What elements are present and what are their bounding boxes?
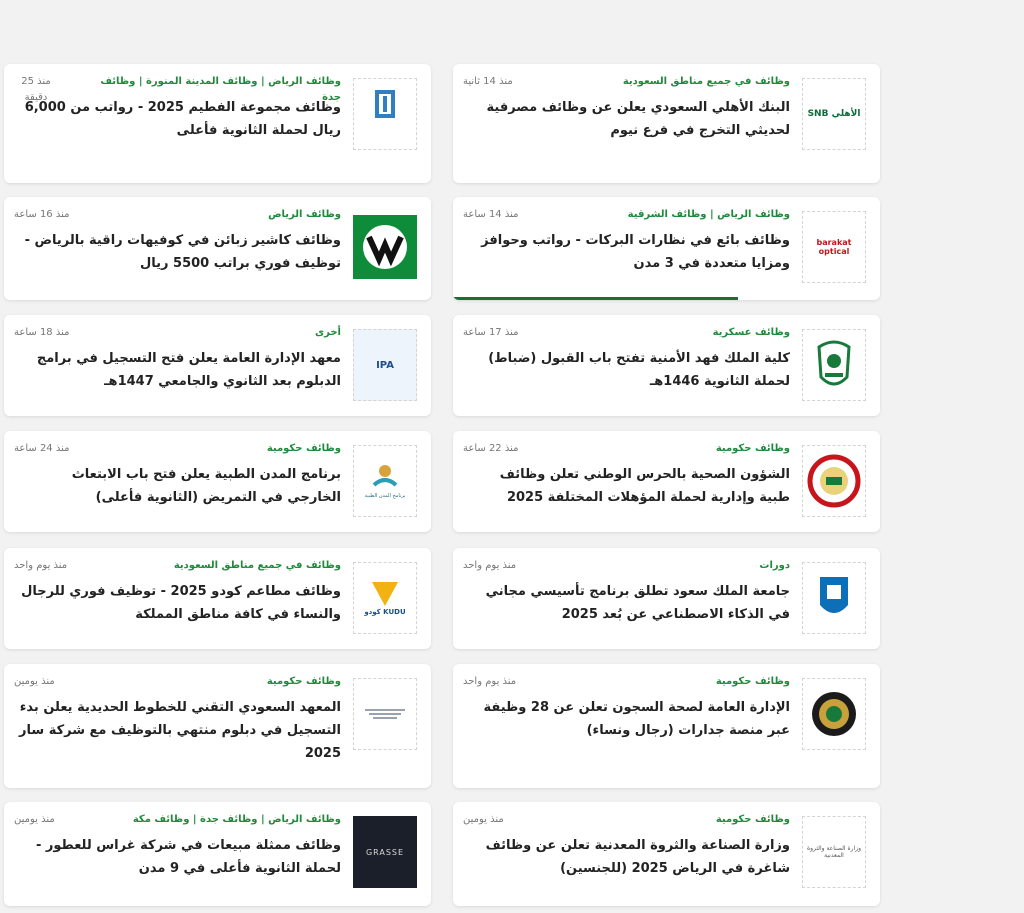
category-links[interactable]: وظائف الرياض | وظائف الشرقية — [627, 209, 790, 220]
post-title[interactable]: وظائف بائع في نظارات البركات - رواتب وحوافز ومزايا متعددة في 3 مدن — [481, 233, 790, 271]
post-title[interactable]: برنامج المدن الطبية يعلن فتح باب الابتعاث الخارجي في التمريض (الثانوية فأعلى) — [71, 467, 341, 505]
list-item[interactable] — [453, 548, 880, 649]
post-title[interactable]: كلية الملك فهد الأمنية تفتح باب القبول (ضباط) لحملة الثانوية 1446هـ — [488, 351, 790, 389]
category-links[interactable]: وظائف عسكرية — [712, 327, 790, 338]
list-item[interactable] — [4, 548, 431, 649]
post-time: منذ يوم واحد — [14, 560, 68, 571]
category-links[interactable]: وظائف الرياض | وظائف المدينة المنورة | وظائف جدة — [100, 76, 341, 103]
list-item[interactable] — [453, 197, 880, 300]
post-time: منذ 22 ساعة — [463, 443, 519, 454]
ipa-logo-icon[interactable]: IPA — [353, 329, 417, 401]
reading-progress-bar — [453, 297, 738, 300]
grasse-logo-icon[interactable]: GRASSE — [353, 816, 417, 888]
category-links[interactable]: أخرى — [314, 327, 341, 338]
alfuttaim-logo-icon[interactable] — [353, 78, 417, 150]
category-links[interactable]: وظائف حكومية — [266, 676, 341, 687]
post-time: منذ 18 ساعة — [14, 327, 70, 338]
post-title[interactable]: وظائف مجموعة الفطيم 2025 - رواتب من 6,000 ريال لحملة الثانوية فأعلى — [24, 100, 341, 138]
list-item[interactable] — [453, 315, 880, 416]
post-title[interactable]: وظائف ممثلة مبيعات في شركة غراس للعطور - لحملة الثانوية فأعلى في 9 مدن — [35, 838, 341, 876]
post-time: منذ يومين — [463, 814, 504, 825]
national-guard-health-emblem-icon[interactable] — [802, 445, 866, 517]
list-item[interactable] — [453, 802, 880, 906]
post-title[interactable]: وظائف مطاعم كودو 2025 - توظيف فوري للرجال والنساء في كافة مناطق المملكة — [21, 584, 341, 622]
list-item[interactable] — [453, 431, 880, 532]
list-item[interactable] — [4, 802, 431, 906]
post-title[interactable]: جامعة الملك سعود تطلق برنامج تأسيسي مجاني في الذكاء الاصطناعي عن بُعد 2025 — [485, 584, 790, 622]
post-title[interactable]: وظائف كاشير زبائن في كوفيهات راقية بالرياض - توظيف فوري براتب 5500 ريال — [24, 233, 341, 271]
list-item[interactable] — [4, 315, 431, 416]
post-time: منذ 24 ساعة — [14, 443, 70, 454]
post-title[interactable]: المعهد السعودي التقني للخطوط الحديدية يعلن بدء التسجيل في دبلوم منتهي بالتوظيف مع شركة سار 2025 — [19, 700, 341, 761]
post-title[interactable]: الإدارة العامة لصحة السجون تعلن عن 28 وظيفة عبر منصة جدارات (رجال ونساء) — [483, 700, 790, 738]
category-links[interactable]: وظائف في جميع مناطق السعودية — [622, 76, 790, 87]
category-links[interactable]: وظائف حكومية — [266, 443, 341, 454]
prisons-health-emblem-icon[interactable] — [802, 678, 866, 750]
post-time: منذ يومين — [14, 814, 55, 825]
list-item[interactable] — [4, 64, 431, 183]
post-time: منذ 14 ساعة — [463, 209, 519, 220]
post-time: منذ 16 ساعة — [14, 209, 70, 220]
category-links[interactable]: دورات — [759, 560, 790, 571]
medical-cities-logo-icon[interactable]: برنامج المدن الطبية — [353, 445, 417, 517]
list-item[interactable] — [4, 664, 431, 788]
category-links[interactable]: وظائف حكومية — [715, 443, 790, 454]
post-time: منذ يومين — [14, 676, 55, 687]
post-title[interactable]: وزارة الصناعة والثروة المعدنية تعلن عن وظائف شاغرة في الرياض 2025 (للجنسين) — [485, 838, 790, 876]
list-item[interactable] — [453, 64, 880, 183]
post-title[interactable]: البنك الأهلي السعودي يعلن عن وظائف مصرفية لحديثي التخرج في فرع نيوم — [486, 100, 790, 138]
security-college-emblem-icon[interactable] — [802, 329, 866, 401]
post-time: منذ 17 ساعة — [463, 327, 519, 338]
category-links[interactable]: وظائف الرياض | وظائف جدة | وظائف مكة — [132, 814, 341, 825]
cafe-logo-icon[interactable] — [353, 211, 417, 283]
category-links[interactable]: وظائف حكومية — [715, 676, 790, 687]
ksu-logo-icon[interactable] — [802, 562, 866, 634]
post-title[interactable]: معهد الإدارة العامة يعلن فتح التسجيل في برامج الدبلوم بعد الثانوي والجامعي 1447هـ — [36, 351, 341, 389]
category-links[interactable]: وظائف في جميع مناطق السعودية — [173, 560, 341, 571]
list-item[interactable] — [4, 431, 431, 532]
post-time: منذ 14 ثانية — [463, 76, 513, 87]
post-time: منذ يوم واحد — [463, 560, 517, 571]
railway-institute-logo-icon[interactable] — [353, 678, 417, 750]
list-item[interactable] — [453, 664, 880, 788]
ministry-industry-logo-icon[interactable]: وزارة الصناعة والثروة المعدنية — [802, 816, 866, 888]
snb-logo-icon[interactable]: SNB الأهلي — [802, 78, 866, 150]
category-links[interactable]: وظائف الرياض — [268, 209, 341, 220]
post-title[interactable]: الشؤون الصحية بالحرس الوطني تعلن وظائف طبية وإدارية لحملة المؤهلات المختلفة 2025 — [499, 467, 790, 505]
list-item[interactable] — [4, 197, 431, 300]
kudu-logo-icon[interactable]: كودو KUDU — [353, 562, 417, 634]
post-time: منذ 25 دقيقة — [21, 76, 51, 103]
post-time: منذ يوم واحد — [463, 676, 517, 687]
category-links[interactable]: وظائف حكومية — [715, 814, 790, 825]
barakat-logo-icon[interactable]: barakat optical — [802, 211, 866, 283]
